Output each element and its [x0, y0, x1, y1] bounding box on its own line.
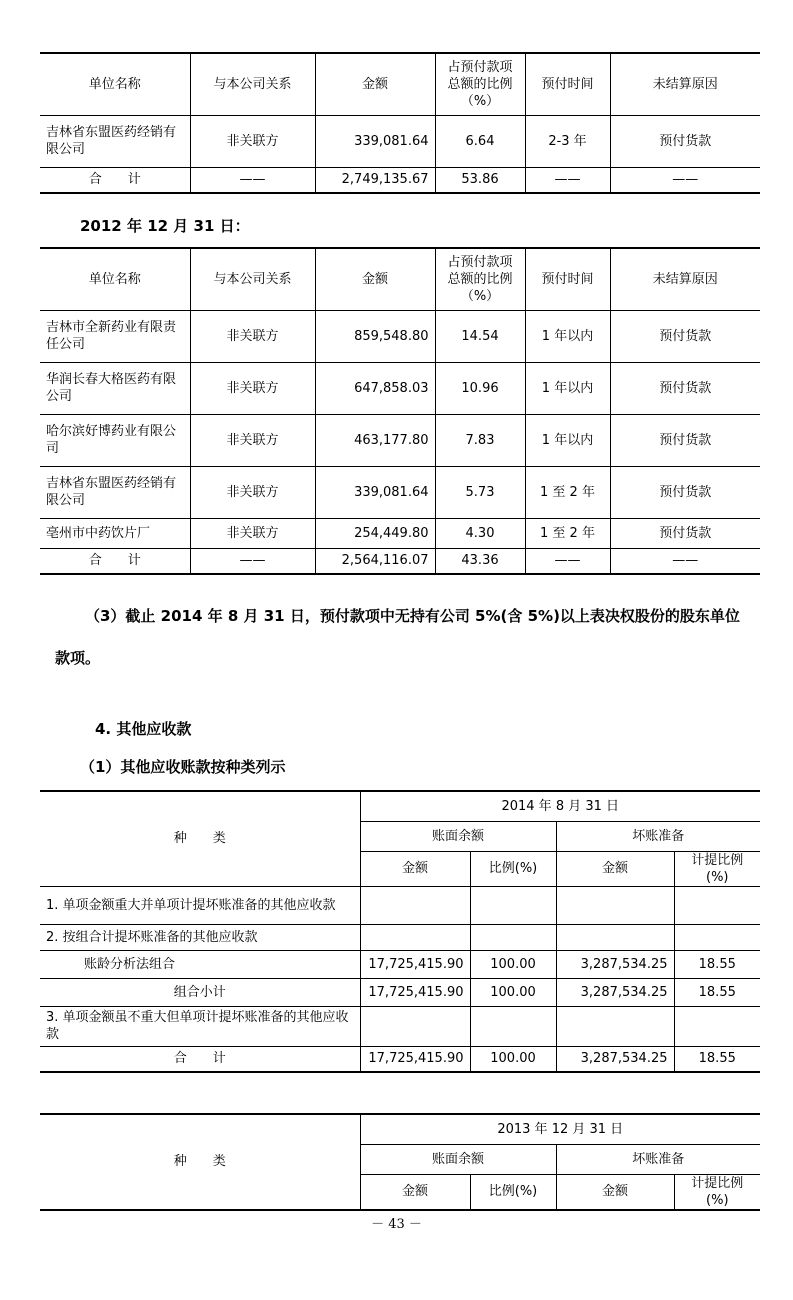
cell-provision-ratio: 18.55 — [674, 950, 760, 978]
table-row — [40, 414, 760, 466]
header-amount: 金额 — [315, 53, 435, 115]
total-ratio: 100.00 — [470, 1046, 556, 1072]
row-label: 组合小计 — [40, 978, 360, 1006]
header-date: 2013 年 12 月 31 日 — [360, 1114, 760, 1144]
total-row — [40, 167, 760, 193]
cell-relation: 非关联方 — [190, 310, 315, 362]
header-prepay-time: 预付时间 — [525, 53, 610, 115]
cell-ratio — [470, 924, 556, 950]
cell-bad-debt — [556, 1006, 674, 1046]
cell-time: 1 年以内 — [525, 362, 610, 414]
cell-bad-debt: 3,287,534.25 — [556, 978, 674, 1006]
cell-ratio — [470, 886, 556, 924]
cell-provision-ratio: 18.55 — [674, 978, 760, 1006]
total-reason: —— — [610, 548, 760, 574]
cell-amount: 859,548.80 — [315, 310, 435, 362]
table-row — [40, 115, 760, 167]
cell-reason: 预付货款 — [610, 518, 760, 548]
header-book-balance: 账面余额 — [360, 1144, 556, 1174]
cell-reason: 预付货款 — [610, 310, 760, 362]
header-ratio: 占预付款项 总额的比例 （%） — [435, 248, 525, 310]
cell-ratio: 100.00 — [470, 978, 556, 1006]
cell-amount: 463,177.80 — [315, 414, 435, 466]
header-unit-name: 单位名称 — [40, 53, 190, 115]
cell-ratio: 7.83 — [435, 414, 525, 466]
total-reason: —— — [610, 167, 760, 193]
header-ratio: 占预付款项 总额的比例 （%） — [435, 53, 525, 115]
table-row — [40, 950, 760, 978]
header-bad-debt: 坏账准备 — [556, 821, 760, 851]
cell-amount: 339,081.64 — [315, 115, 435, 167]
other-receivables-table-2014 — [40, 790, 760, 1073]
cell-provision-ratio — [674, 924, 760, 950]
cell-unit-name: 吉林省东盟医药经销有限公司 — [40, 115, 190, 167]
cell-amount: 647,858.03 — [315, 362, 435, 414]
cell-time: 1 至 2 年 — [525, 466, 610, 518]
paragraph-3: （3）截止 2014 年 8 月 31 日，预付款项中无持有公司 5%(含 5%)以上表决权股份的股东单位款项。 — [55, 607, 740, 667]
section-4-subtitle: （1）其他应收账款按种类列示 — [80, 758, 286, 776]
cell-reason: 预付货款 — [610, 115, 760, 167]
cell-amount — [360, 1006, 470, 1046]
cell-bad-debt — [556, 886, 674, 924]
header-date: 2014 年 8 月 31 日 — [360, 791, 760, 821]
table-row — [40, 466, 760, 518]
row-label: 1. 单项金额重大并单项计提坏账准备的其他应收款 — [40, 886, 360, 924]
subheader-provision-ratio: 计提比例(%) — [674, 851, 760, 886]
row-label: 账龄分析法组合 — [40, 950, 360, 978]
subheader-amount: 金额 — [556, 851, 674, 886]
row-label: 2. 按组合计提坏账准备的其他应收款 — [40, 924, 360, 950]
header-unit-name: 单位名称 — [40, 248, 190, 310]
prepayment-table-2012 — [40, 247, 760, 575]
header-relation: 与本公司关系 — [190, 248, 315, 310]
total-ratio: 53.86 — [435, 167, 525, 193]
total-row — [40, 548, 760, 574]
cell-unit-name: 亳州市中药饮片厂 — [40, 518, 190, 548]
cell-amount: 254,449.80 — [315, 518, 435, 548]
table-row — [40, 978, 760, 1006]
header-bad-debt: 坏账准备 — [556, 1144, 760, 1174]
total-label: 合 计 — [40, 167, 190, 193]
cell-unit-name: 华润长春大格医药有限公司 — [40, 362, 190, 414]
total-provision-ratio: 18.55 — [674, 1046, 760, 1072]
table-row — [40, 518, 760, 548]
header-prepay-time: 预付时间 — [525, 248, 610, 310]
other-receivables-table-2013 — [40, 1113, 760, 1211]
cell-bad-debt: 3,287,534.25 — [556, 950, 674, 978]
header-amount: 金额 — [315, 248, 435, 310]
header-unsettled-reason: 未结算原因 — [610, 53, 760, 115]
prepayment-table-2013 — [40, 52, 760, 194]
cell-time: 2-3 年 — [525, 115, 610, 167]
cell-ratio — [470, 1006, 556, 1046]
header-book-balance: 账面余额 — [360, 821, 556, 851]
total-bad-debt: 3,287,534.25 — [556, 1046, 674, 1072]
total-row — [40, 1046, 760, 1072]
cell-ratio: 5.73 — [435, 466, 525, 518]
cell-unit-name: 吉林省东盟医药经销有限公司 — [40, 466, 190, 518]
subheader-provision-ratio: 计提比例(%) — [674, 1174, 760, 1210]
cell-amount — [360, 924, 470, 950]
cell-ratio: 6.64 — [435, 115, 525, 167]
cell-time: 1 至 2 年 — [525, 518, 610, 548]
subheader-ratio: 比例(%) — [470, 1174, 556, 1210]
subheader-amount: 金额 — [360, 1174, 470, 1210]
subheader-amount: 金额 — [556, 1174, 674, 1210]
total-amount: 2,749,135.67 — [315, 167, 435, 193]
cell-reason: 预付货款 — [610, 466, 760, 518]
cell-ratio: 4.30 — [435, 518, 525, 548]
cell-reason: 预付货款 — [610, 414, 760, 466]
section-4-title: 4. 其他应收款 — [95, 720, 192, 738]
table-row — [40, 310, 760, 362]
cell-provision-ratio — [674, 886, 760, 924]
total-relation: —— — [190, 167, 315, 193]
cell-amount: 339,081.64 — [315, 466, 435, 518]
subheader-amount: 金额 — [360, 851, 470, 886]
cell-ratio: 10.96 — [435, 362, 525, 414]
row-label: 3. 单项金额虽不重大但单项计提坏账准备的其他应收款 — [40, 1006, 360, 1046]
header-category: 种 类 — [40, 791, 360, 886]
total-amount: 2,564,116.07 — [315, 548, 435, 574]
table-row — [40, 886, 760, 924]
total-time: —— — [525, 548, 610, 574]
cell-provision-ratio — [674, 1006, 760, 1046]
cell-amount: 17,725,415.90 — [360, 978, 470, 1006]
total-relation: —— — [190, 548, 315, 574]
section-heading-2012: 2012 年 12 月 31 日： — [80, 217, 250, 235]
cell-unit-name: 哈尔滨好博药业有限公司 — [40, 414, 190, 466]
table-row — [40, 1006, 760, 1046]
cell-time: 1 年以内 — [525, 310, 610, 362]
header-unsettled-reason: 未结算原因 — [610, 248, 760, 310]
cell-relation: 非关联方 — [190, 466, 315, 518]
header-relation: 与本公司关系 — [190, 53, 315, 115]
total-label: 合 计 — [40, 1046, 360, 1072]
cell-unit-name: 吉林市全新药业有限责任公司 — [40, 310, 190, 362]
cell-bad-debt — [556, 924, 674, 950]
subheader-ratio: 比例(%) — [470, 851, 556, 886]
cell-amount — [360, 886, 470, 924]
cell-reason: 预付货款 — [610, 362, 760, 414]
cell-amount: 17,725,415.90 — [360, 950, 470, 978]
page-number: － 43 － — [371, 1217, 422, 1232]
cell-relation: 非关联方 — [190, 518, 315, 548]
cell-ratio: 14.54 — [435, 310, 525, 362]
cell-relation: 非关联方 — [190, 414, 315, 466]
total-ratio: 43.36 — [435, 548, 525, 574]
cell-ratio: 100.00 — [470, 950, 556, 978]
total-label: 合 计 — [40, 548, 190, 574]
total-amount: 17,725,415.90 — [360, 1046, 470, 1072]
cell-relation: 非关联方 — [190, 362, 315, 414]
header-category: 种 类 — [40, 1114, 360, 1210]
cell-time: 1 年以内 — [525, 414, 610, 466]
cell-relation: 非关联方 — [190, 115, 315, 167]
table-row — [40, 924, 760, 950]
table-row — [40, 362, 760, 414]
total-time: —— — [525, 167, 610, 193]
